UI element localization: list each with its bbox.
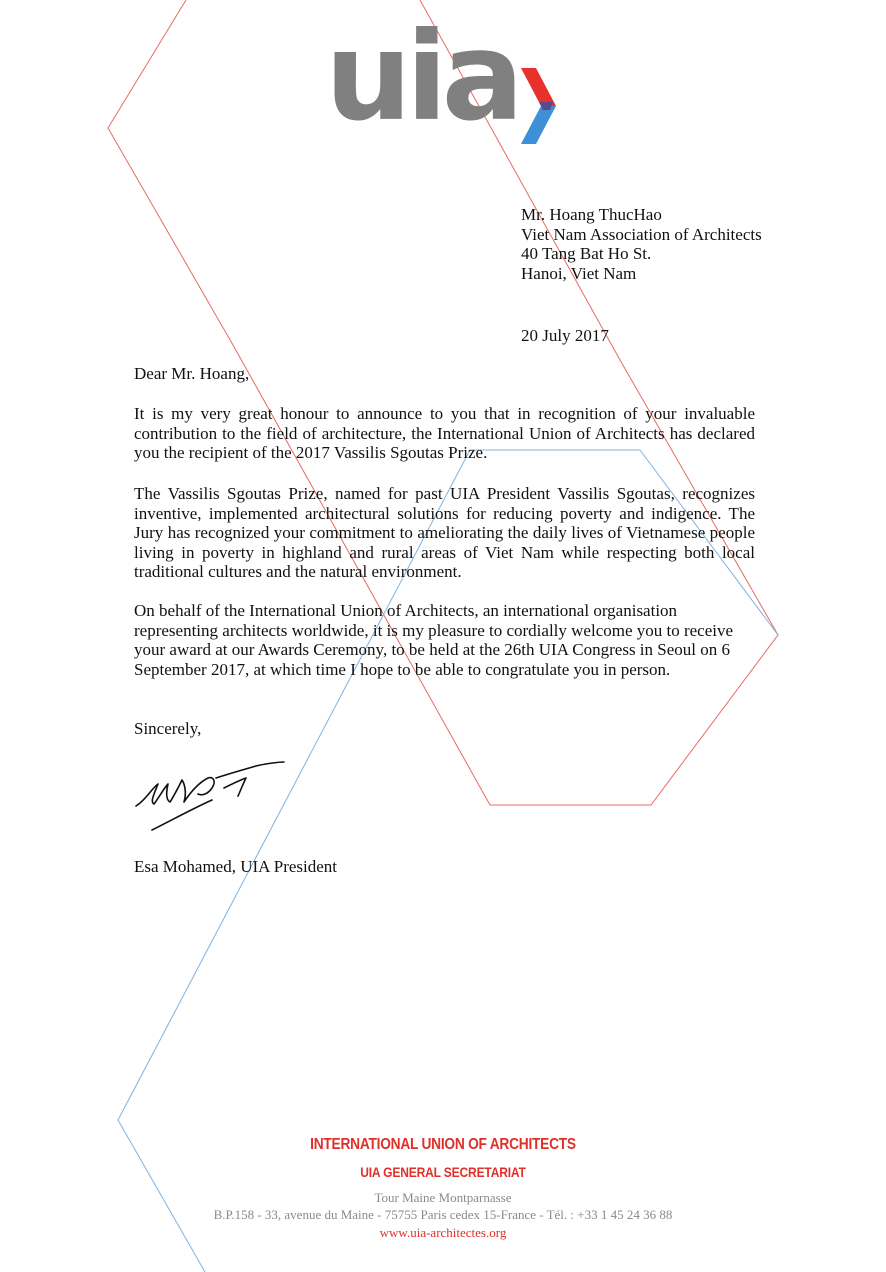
signer-name: Esa Mohamed, UIA President [134,857,338,876]
handwritten-signature [132,760,292,835]
salutation: Dear Mr. Hoang, [134,364,250,383]
footer-website-link[interactable]: www.uia-architectes.org [379,1225,507,1240]
paragraph-prize-description: The Vassilis Sgoutas Prize, named for past UIA President Vassilis Sgoutas, recognizes inventive, implemented architectural solutions for reducing poverty and indigence. The Jury has recognized your commitment to ameliorating the daily lives of Vietnamese people living in poverty in highland and rural areas of Viet Nam while respecting both local traditional cultures and the natural environment. [134,484,755,581]
recipient-address [521,205,762,283]
footer-building: Tour Maine Montparnasse [374,1190,512,1205]
recipient-street: 40 Tang Bat Ho St. [521,244,652,263]
uia-chevron-icon [517,68,561,148]
recipient-name: Mr. Hoang ThucHao [521,205,662,224]
recipient-city: Hanoi, Viet Nam [521,263,637,283]
paragraph-invitation: On behalf of the International Union of Architects, an international organisation representing architects worldwide, it is my pleasure to cordially welcome you to receive your award at our Awards Ceremony, to be held at the 26th UIA Congress in Seoul on 6 September 2017, at which time I hope to be able to congratulate you in person. [134,601,734,679]
paragraph-announcement: It is my very great honour to announce to you that in recognition of your invaluable contribution to the field of architecture, the International Union of Architects has declared you the recipient of the 2017 Vassilis Sgoutas Prize. [134,404,755,462]
uia-logo-text: uia [325,6,518,148]
recipient-organization: Viet Nam Association of Architects [521,224,762,244]
closing: Sincerely, [134,719,202,738]
footer-secretariat: UIA GENERAL SECRETARIAT [360,1164,526,1180]
letter-date: 20 July 2017 [521,326,609,345]
uia-logo [325,6,565,148]
footer-organization: INTERNATIONAL UNION OF ARCHITECTS [310,1136,576,1153]
footer-address: B.P.158 - 33, avenue du Maine - 75755 Paris cedex 15-France - Tél. : +33 1 45 24 36 88 [213,1207,673,1222]
